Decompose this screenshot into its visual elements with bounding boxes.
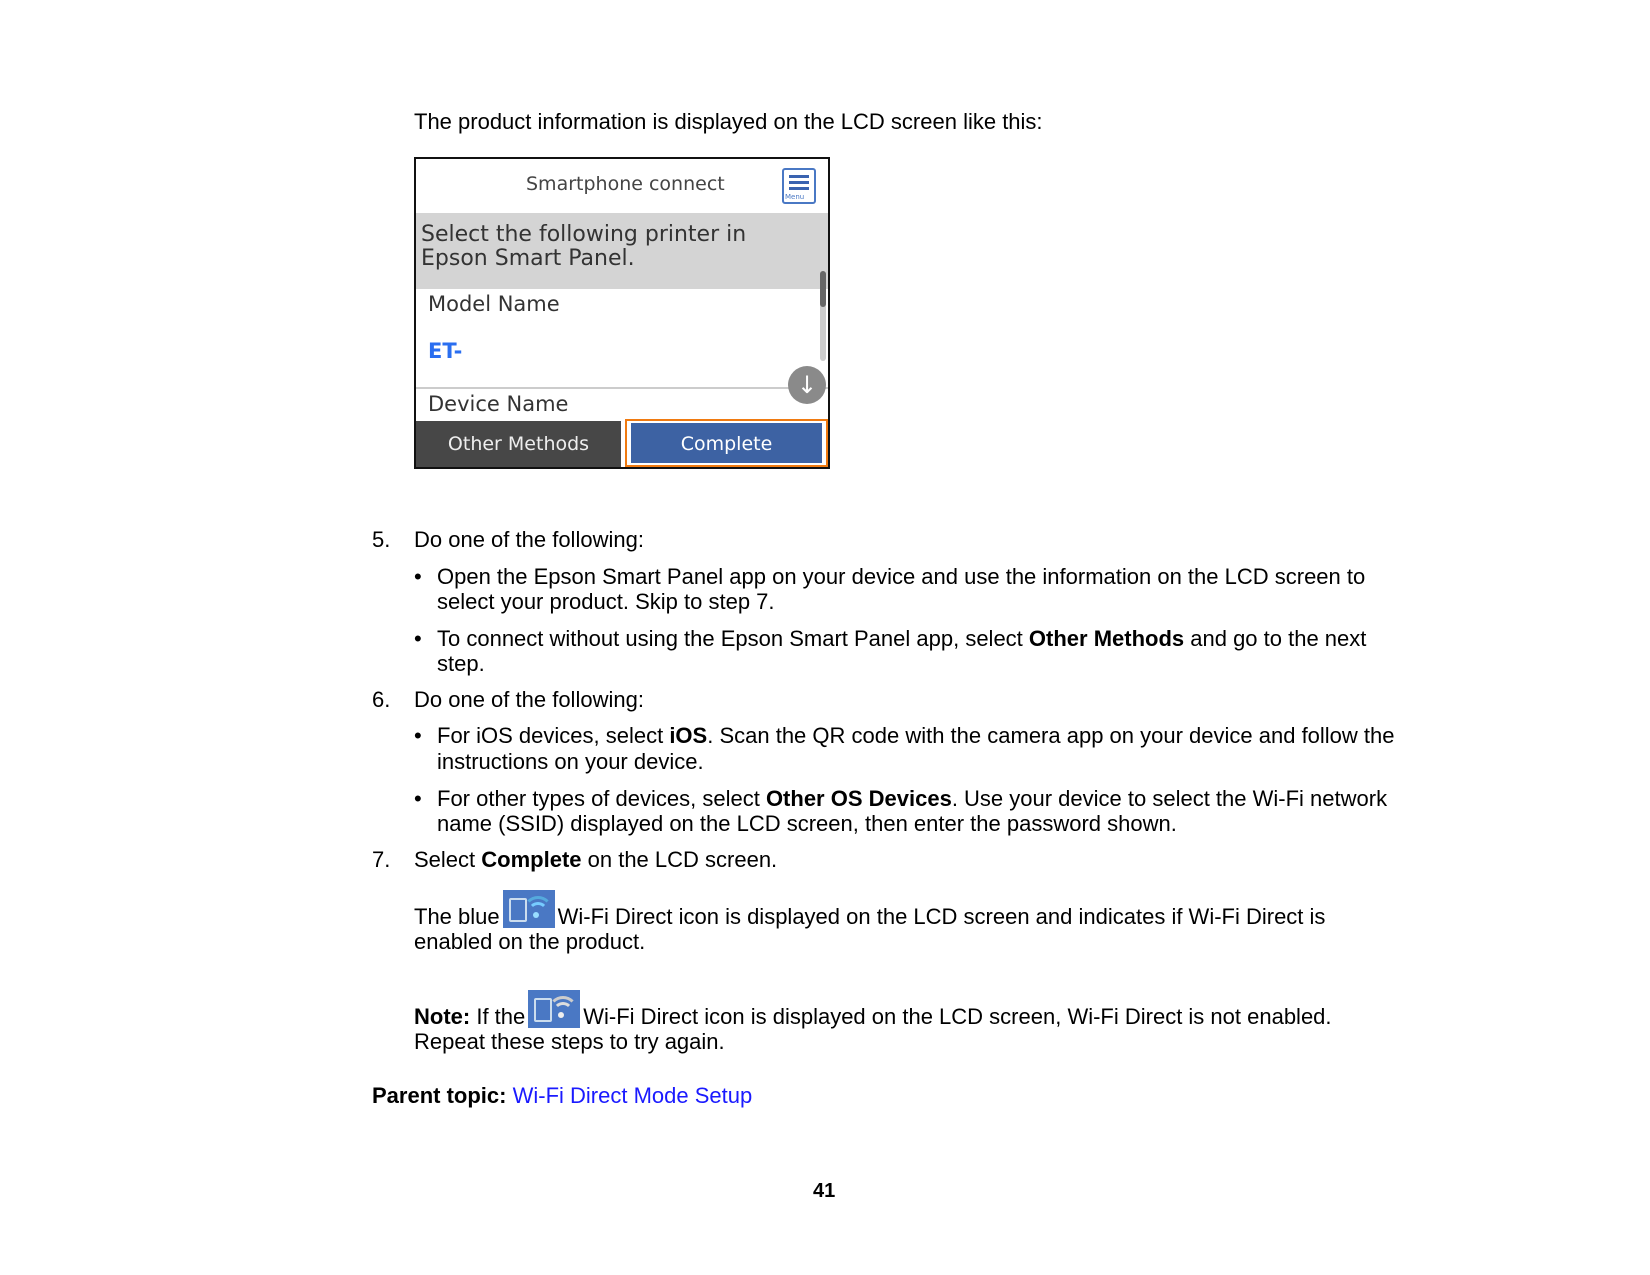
lcd-scrollbar [820,271,826,361]
wifi-direct-blue-icon [503,890,555,928]
complete-button-label: Complete [631,423,822,463]
lcd-message-box [416,213,828,289]
lcd-title: Smartphone connect [526,173,725,195]
device-name-label: Device Name [428,392,569,416]
bullet-text: For iOS devices, select iOS. Scan the QR code with the camera app on your device and follow the [437,723,1395,748]
page-number: 41 [813,1180,836,1202]
bullet-text: For other types of devices, select Other OS Devices. Use your device to select the Wi-Fi network [437,786,1388,811]
scroll-down-arrow-icon: ↓ [788,366,826,404]
step-text: Select Complete on the LCD screen. [414,847,778,872]
wifi-blue-text-line2: enabled on the product. [414,929,646,954]
parent-topic-link[interactable]: Wi-Fi Direct Mode Setup [512,1083,753,1108]
step-text: Do one of the following: [414,687,644,712]
menu-label: Menu [785,193,805,201]
step-number: 5. [372,527,391,552]
bullet: • [414,564,422,589]
step-text: Do one of the following: [414,527,644,552]
complete-button [625,419,828,467]
bullet-text: instructions on your device. [437,749,704,774]
lcd-message: Select the following printer in Epson Smart Panel. [421,222,747,271]
intro-text: The product information is displayed on the LCD screen like this: [414,109,1043,134]
wifi-blue-text: The blue Wi-Fi Direct icon is displayed on the LCD screen and indicates if Wi-Fi Direct is [414,890,1325,937]
bullet-text: select your product. Skip to step 7. [437,589,775,614]
lcd-header [416,159,828,211]
note-text: Note: If the Wi-Fi Direct icon is displayed on the LCD screen, Wi-Fi Direct is not enabled. [414,990,1332,1037]
bullet-text: step. [437,651,485,676]
bullet: • [414,723,422,748]
note-text-line2: Repeat these steps to try again. [414,1029,725,1054]
model-name-value: ET- [428,339,463,363]
other-methods-button: Other Methods [416,421,621,467]
step-number: 7. [372,847,391,872]
step-number: 6. [372,687,391,712]
bullet-text: name (SSID) displayed on the LCD screen, then enter the password shown. [437,811,1177,836]
bullet: • [414,786,422,811]
parent-topic [372,1083,752,1109]
menu-icon [782,168,816,204]
wifi-direct-gray-icon [528,990,580,1028]
bullet-text: Open the Epson Smart Panel app on your device and use the information on the LCD screen to [437,564,1366,589]
model-name-label: Model Name [428,292,560,316]
parent-topic-label: Parent topic: [372,1083,507,1108]
lcd-divider [416,387,828,389]
lcd-screenshot [414,157,830,469]
bullet-text: To connect without using the Epson Smart Panel app, select Other Methods and go to the next [437,626,1367,651]
bullet: • [414,626,422,651]
